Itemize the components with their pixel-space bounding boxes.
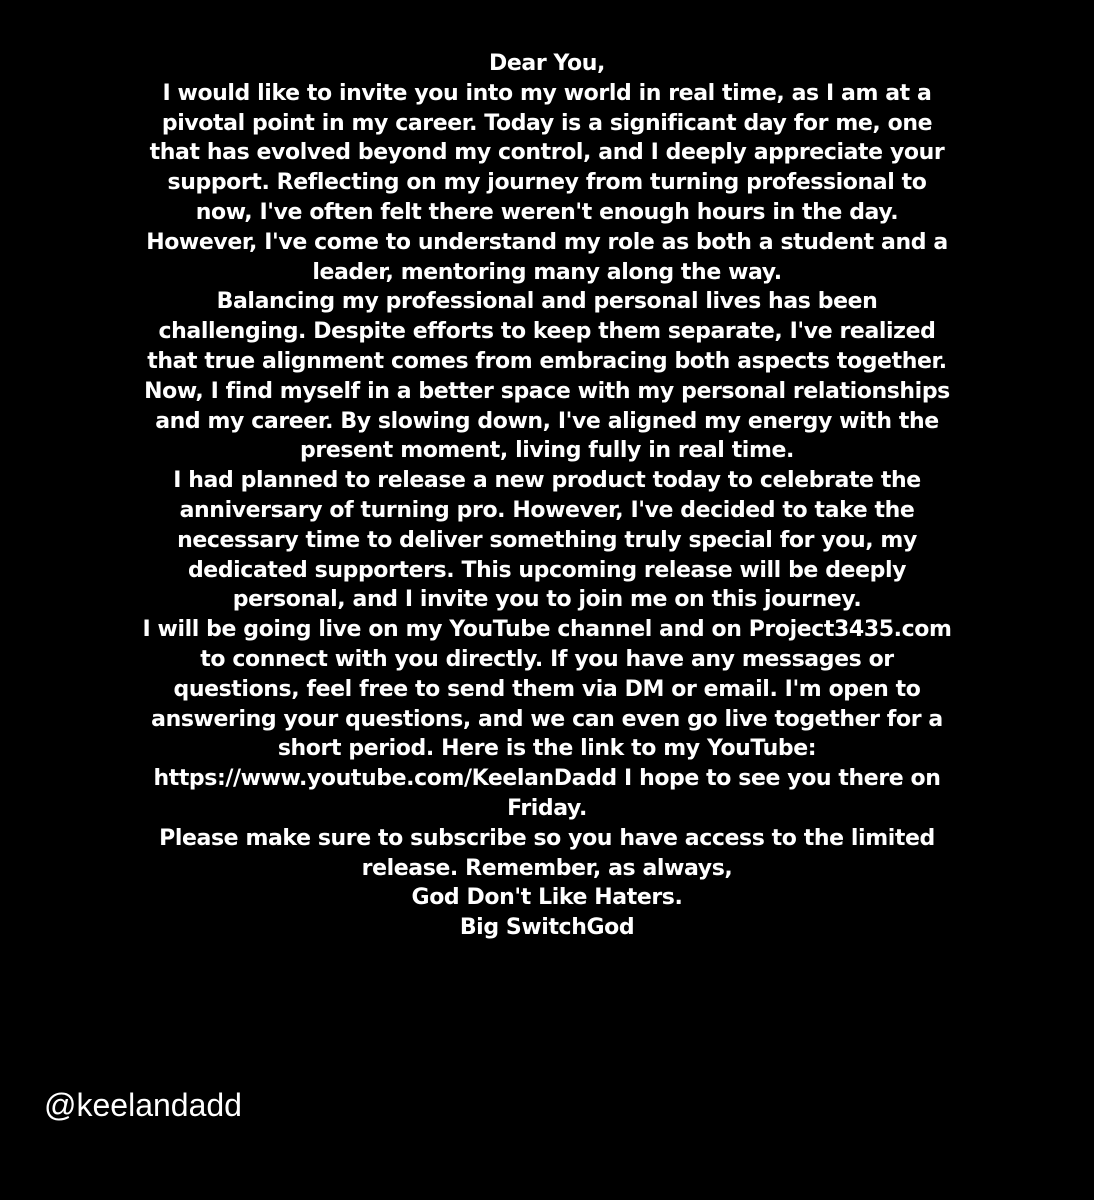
letter-body [140,49,954,943]
letter-signature: Big SwitchGod [459,915,635,941]
letter-paragraph-5: Please make sure to subscribe so you have access to the limited release. Remember, as always, [159,825,935,881]
letter-paragraph-3: I had planned to release a new product today to celebrate the anniversary of turning pro. However, I've decided to take the necessary time to deliver something truly special for you, my dedicated supporters. This upcoming release will be deeply personal, and I invite you to join me on this journey. [173,468,921,613]
letter-greeting: Dear You, [489,51,605,76]
author-handle: @keelandadd [44,1087,242,1123]
letter-paragraph-1: I would like to invite you into my world in real time, as I am at a pivotal point in my career. Today is a significant day for me, one that has evolved beyond my control, and I deeply appreciate your support. Reflecting on my journey from turning professional to now, I've often felt there weren't enough hours in the day. However, I've come to understand my role as both a student and a leader, mentoring many along the way. [146,80,948,285]
letter-paragraph-2: Balancing my professional and personal lives has been challenging. Despite efforts to keep them separate, I've realized that true alignment comes from embracing both aspects together. Now, I find myself in a better space with my personal relationships and my career. By slowing down, I've aligned my energy with the present moment, living fully in real time. [144,289,950,464]
letter-closing: God Don't Like Haters. [411,885,683,911]
letter-paragraph-4: I will be going live on my YouTube channel and on Project3435.com to connect with you directly. If you have any messages or questions, feel free to send them via DM or email. I'm open to answering your questions, and we can even go live together for a short period. Here is the link to my YouTube: https://www.youtube.com/KeelanDadd I hope to see you there on Friday. [142,617,952,821]
